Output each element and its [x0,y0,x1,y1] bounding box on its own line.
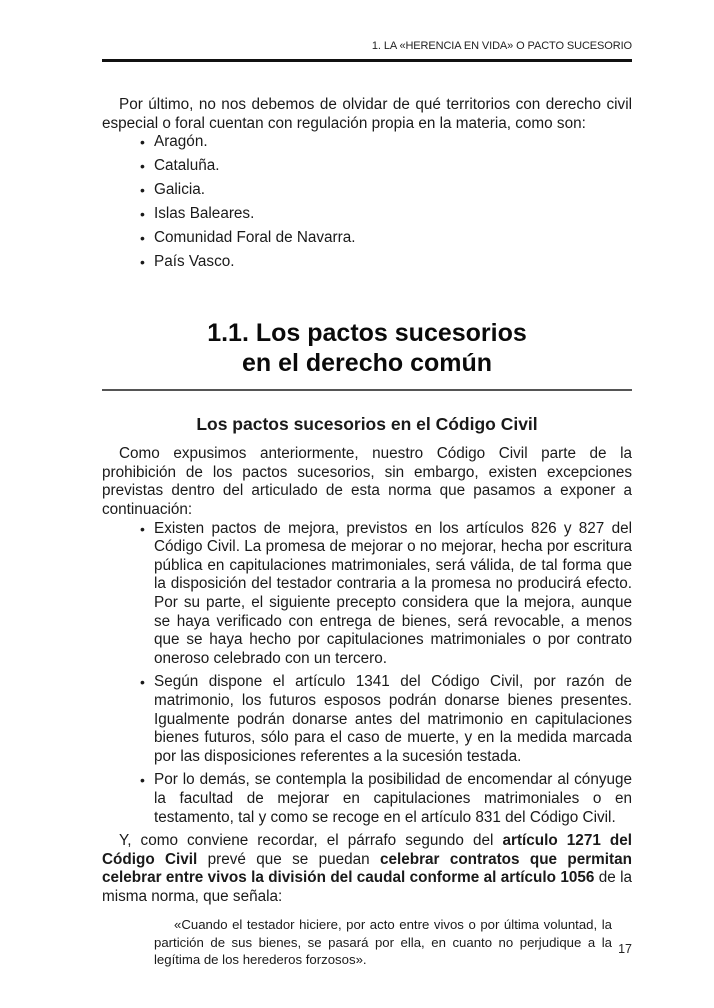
exceptions-list [102,520,632,828]
final-paragraph [102,832,632,906]
page-body [102,96,632,969]
final-text-1: Y, como conviene recordar, el párrafo segundo del [119,832,503,850]
final-bold-2: celebrar contratos que permitan celebrar entre vivos la división del caudal conforme al artículo 1056 [102,850,632,887]
list-item: • Islas Baleares. [102,205,632,224]
section-rule [102,389,632,391]
final-text-3: de la misma norma, que señala: [102,869,632,905]
running-header: 1. LA «HERENCIA EN VIDA» O PACTO SUCESORIO [371,40,632,52]
final-text-2: prevé que se puedan [197,850,380,868]
section-title-line2: en el derecho común [241,349,493,378]
page-number: 17 [618,942,632,956]
subsection-title: Los pactos sucesorios en el Código Civil [196,414,538,435]
section-intro-paragraph: Como expusimos anteriormente, nuestro Código Civil parte de la prohibición de los pactos sucesorios, sin embargo, existen excepciones previstas dentro del articulado de esta norma que pasamos a exponer a continuación: [102,445,632,519]
final-bold-1: artículo 1271 del Código Civil [102,832,632,868]
header-rule [102,59,632,62]
list-item: • Existen pactos de mejora, previstos en los artículos 826 y 827 del Código Civil. La promesa de mejorar o no mejorar, hecha por escritura pública en capitulaciones matrimoniales, será válida, de tal forma que la disposición del testador contraria a la promesa no producirá efecto. Por su parte, el siguiente precepto considera que la mejora, aunque se haya verificado con entrega de bienes, será revocable, a menos que se haya hecho por capitulaciones matrimoniales o por contrato oneroso celebrado con un tercero. [102,520,632,669]
section-title-line1: 1.1. Los pactos sucesorios [207,319,527,348]
list-item: • Galicia. [102,181,632,200]
list-item: • Aragón. [102,133,632,152]
list-item: • Comunidad Foral de Navarra. [102,229,632,248]
list-item: • País Vasco. [102,253,632,272]
list-item: • Cataluña. [102,157,632,176]
section-title [102,318,632,378]
list-item: • Según dispone el artículo 1341 del Código Civil, por razón de matrimonio, los futuros esposos podrán donarse bienes presentes. Igualmente podrán donarse antes del matrimonio en capitulaciones bienes futuros, sólo para el caso de muerte, y en la medida marcada por las disposiciones referentes a la sucesión testada. [102,673,632,766]
legal-quote: «Cuando el testador hiciere, por acto entre vivos o por última voluntad, la partición de sus bienes, se pasará por ella, en cuanto no perjudique a la legítima de los herederos forzosos». [154,917,612,968]
territories-list [102,133,632,271]
list-item: • Por lo demás, se contempla la posibilidad de encomendar al cónyuge la facultad de mejorar en capitulaciones matrimoniales o en testamento, tal y como se recoge en el artículo 831 del Código Civil. [102,771,632,827]
intro-paragraph: Por último, no nos debemos de olvidar de qué territorios con derecho civil especial o foral cuentan con regulación propia en la materia, como son: [102,96,632,132]
